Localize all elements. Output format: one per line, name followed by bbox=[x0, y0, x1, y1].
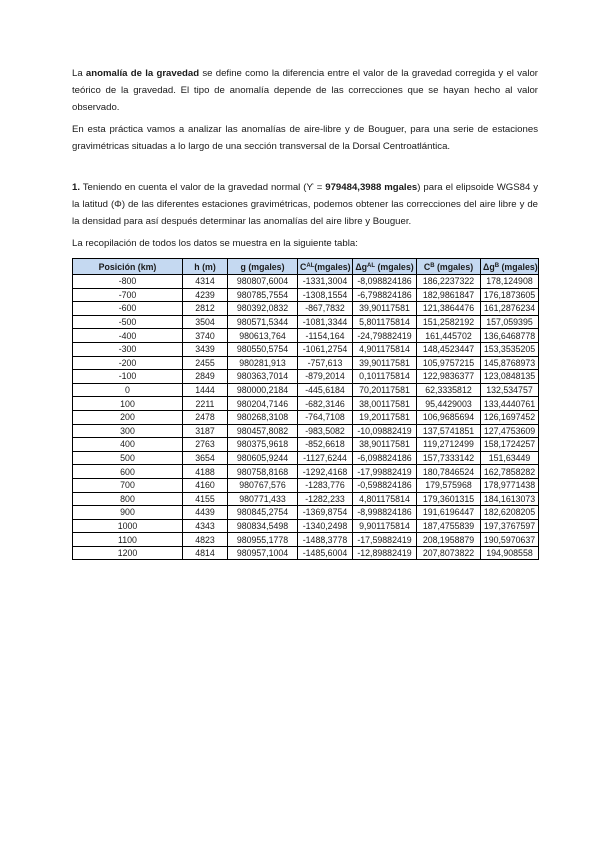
table-cell: 39,90117581 bbox=[353, 302, 417, 316]
table-body bbox=[73, 275, 539, 560]
table-cell: 38,00117581 bbox=[353, 397, 417, 411]
table-cell: 400 bbox=[73, 438, 183, 452]
table-cell: -1061,2754 bbox=[298, 342, 353, 356]
table-cell: 179,3601315 bbox=[417, 492, 481, 506]
table-cell: 182,6208205 bbox=[481, 506, 539, 520]
table-cell: 4,801175814 bbox=[353, 492, 417, 506]
table-cell: 1000 bbox=[73, 519, 183, 533]
table-cell: 122,9836377 bbox=[417, 370, 481, 384]
table-cell: 161,2876234 bbox=[481, 302, 539, 316]
table-cell: -6,098824186 bbox=[353, 451, 417, 465]
table-cell: 197,3767597 bbox=[481, 519, 539, 533]
table-cell: 980392,0832 bbox=[228, 302, 298, 316]
table-row bbox=[73, 506, 539, 520]
table-cell: 4823 bbox=[183, 533, 228, 547]
table-cell: -1283,776 bbox=[298, 478, 353, 492]
table-cell: 176,1873605 bbox=[481, 288, 539, 302]
table-cell: 4343 bbox=[183, 519, 228, 533]
table-cell: 980771,433 bbox=[228, 492, 298, 506]
table-row bbox=[73, 478, 539, 492]
table-cell: 980363,7014 bbox=[228, 370, 298, 384]
table-cell: -1331,3004 bbox=[298, 275, 353, 289]
table-row bbox=[73, 546, 539, 560]
table-cell: 800 bbox=[73, 492, 183, 506]
table-cell: 9,901175814 bbox=[353, 519, 417, 533]
table-cell: -24,79882419 bbox=[353, 329, 417, 343]
table-cell: 4814 bbox=[183, 546, 228, 560]
table-cell: 980845,2754 bbox=[228, 506, 298, 520]
table-cell: 95,4429003 bbox=[417, 397, 481, 411]
table-row bbox=[73, 438, 539, 452]
table-cell: -17,99882419 bbox=[353, 465, 417, 479]
table-cell: -300 bbox=[73, 342, 183, 356]
practice-paragraph: En esta práctica vamos a analizar las anomalías de aire-libre y de Bouguer, para una serie de estaciones gravimétricas situadas a lo largo de una sección transversal de la Dorsal Centroatlántica. bbox=[72, 124, 538, 152]
table-cell: 127,4753609 bbox=[481, 424, 539, 438]
table-cell: 145,8768973 bbox=[481, 356, 539, 370]
table-cell: 980457,8082 bbox=[228, 424, 298, 438]
table-row bbox=[73, 315, 539, 329]
table-cell: 184,1613073 bbox=[481, 492, 539, 506]
table-cell: 980375,9618 bbox=[228, 438, 298, 452]
table-cell: 4,901175814 bbox=[353, 342, 417, 356]
table-cell: -500 bbox=[73, 315, 183, 329]
table-cell: 980000,2184 bbox=[228, 383, 298, 397]
table-row bbox=[73, 533, 539, 547]
table-cell: 4155 bbox=[183, 492, 228, 506]
table-cell: 208,1958879 bbox=[417, 533, 481, 547]
table-cell: 1200 bbox=[73, 546, 183, 560]
table-cell: 980571,5344 bbox=[228, 315, 298, 329]
table-cell: 900 bbox=[73, 506, 183, 520]
table-row bbox=[73, 302, 539, 316]
table-row bbox=[73, 329, 539, 343]
table-cell: 4188 bbox=[183, 465, 228, 479]
table-cell: 4239 bbox=[183, 288, 228, 302]
table-cell: -764,7108 bbox=[298, 410, 353, 424]
table-cell: 3187 bbox=[183, 424, 228, 438]
table-cell: 100 bbox=[73, 397, 183, 411]
table-cell: 4439 bbox=[183, 506, 228, 520]
intro-bold-term: anomalía de la gravedad bbox=[85, 68, 200, 79]
table-cell: 3654 bbox=[183, 451, 228, 465]
table-cell: 157,7333142 bbox=[417, 451, 481, 465]
table-cell: 38,90117581 bbox=[353, 438, 417, 452]
table-cell: 157,059395 bbox=[481, 315, 539, 329]
table-cell: -8,998824186 bbox=[353, 506, 417, 520]
table-row bbox=[73, 275, 539, 289]
table-row bbox=[73, 410, 539, 424]
header-dgb: $\Delta g^B$ (mgales) bbox=[481, 259, 539, 275]
table-cell: -6,798824186 bbox=[353, 288, 417, 302]
table-cell: 980767,576 bbox=[228, 478, 298, 492]
table-cell: 3504 bbox=[183, 315, 228, 329]
table-cell: -100 bbox=[73, 370, 183, 384]
table-row bbox=[73, 383, 539, 397]
question-text-a: Teniendo en cuenta el valor de la gravedad normal (ϒ = bbox=[80, 182, 326, 193]
header-height: h (m) bbox=[183, 259, 228, 275]
table-cell: 980268,3108 bbox=[228, 410, 298, 424]
table-cell: 1100 bbox=[73, 533, 183, 547]
table-cell: -983,5082 bbox=[298, 424, 353, 438]
table-cell: 106,9685694 bbox=[417, 410, 481, 424]
table-cell: 4160 bbox=[183, 478, 228, 492]
table-cell: 132,534757 bbox=[481, 383, 539, 397]
table-cell: 148,4523447 bbox=[417, 342, 481, 356]
table-cell: 62,3335812 bbox=[417, 383, 481, 397]
intro-paragraph bbox=[72, 66, 538, 116]
table-cell: 700 bbox=[73, 478, 183, 492]
table-cell: 0,101175814 bbox=[353, 370, 417, 384]
table-cell: 980758,8168 bbox=[228, 465, 298, 479]
table-cell: 151,63449 bbox=[481, 451, 539, 465]
table-cell: -1340,2498 bbox=[298, 519, 353, 533]
table-cell: 980605,9244 bbox=[228, 451, 298, 465]
header-dgal: $\Delta g^{AL}$ (mgales) bbox=[353, 259, 417, 275]
table-cell: 1444 bbox=[183, 383, 228, 397]
table-cell: 178,124908 bbox=[481, 275, 539, 289]
table-cell: 300 bbox=[73, 424, 183, 438]
table-intro: La recopilación de todos los datos se muestra en la siguiente tabla: bbox=[72, 238, 358, 249]
intro-rest: se define como la diferencia entre el valor de la gravedad corregida y el valor teórico de la gravedad. El tipo de anomalía depende de las correcciones que se hayan hecho al valor observado. bbox=[72, 68, 538, 113]
table-cell: 178,9771438 bbox=[481, 478, 539, 492]
question-number: 1. bbox=[72, 182, 81, 193]
table-row bbox=[73, 451, 539, 465]
table-cell: -12,89882419 bbox=[353, 546, 417, 560]
table-cell: -445,6184 bbox=[298, 383, 353, 397]
table-cell: 2455 bbox=[183, 356, 228, 370]
table-cell: 180,7846524 bbox=[417, 465, 481, 479]
table-cell: 980955,1778 bbox=[228, 533, 298, 547]
table-cell: 980613,764 bbox=[228, 329, 298, 343]
table-cell: -800 bbox=[73, 275, 183, 289]
table-row bbox=[73, 342, 539, 356]
table-cell: -867,7832 bbox=[298, 302, 353, 316]
table-row bbox=[73, 424, 539, 438]
header-cal: $C^{AL}(mgales)$ bbox=[298, 259, 353, 275]
table-cell: 186,2237322 bbox=[417, 275, 481, 289]
gravity-normal-value: 979484,3988 mgales bbox=[325, 182, 418, 193]
table-cell: -8,098824186 bbox=[353, 275, 417, 289]
table-cell: -400 bbox=[73, 329, 183, 343]
table-cell: -1292,4168 bbox=[298, 465, 353, 479]
table-cell: 194,908558 bbox=[481, 546, 539, 560]
table-row bbox=[73, 492, 539, 506]
table-cell: 153,3535205 bbox=[481, 342, 539, 356]
table-cell: 980550,5754 bbox=[228, 342, 298, 356]
table-cell: 162,7858282 bbox=[481, 465, 539, 479]
header-position: Posición (km) bbox=[73, 259, 183, 275]
table-cell: -1485,6004 bbox=[298, 546, 353, 560]
table-cell: 187,4755839 bbox=[417, 519, 481, 533]
table-cell: 2849 bbox=[183, 370, 228, 384]
table-cell: 500 bbox=[73, 451, 183, 465]
table-cell: 600 bbox=[73, 465, 183, 479]
table-cell: -1154,164 bbox=[298, 329, 353, 343]
table-row bbox=[73, 370, 539, 384]
header-cb: $C^B$ (mgales) bbox=[417, 259, 481, 275]
table-cell: -17,59882419 bbox=[353, 533, 417, 547]
table-cell: -852,6618 bbox=[298, 438, 353, 452]
table-cell: -0,598824186 bbox=[353, 478, 417, 492]
table-cell: 207,8073822 bbox=[417, 546, 481, 560]
table-cell: -1282,233 bbox=[298, 492, 353, 506]
table-cell: 4314 bbox=[183, 275, 228, 289]
table-cell: 179,575968 bbox=[417, 478, 481, 492]
table-row bbox=[73, 465, 539, 479]
table-row bbox=[73, 356, 539, 370]
table-cell: 119,2712499 bbox=[417, 438, 481, 452]
table-cell: 0 bbox=[73, 383, 183, 397]
table-cell: -1308,1554 bbox=[298, 288, 353, 302]
table-cell: -200 bbox=[73, 356, 183, 370]
table-cell: 980281,913 bbox=[228, 356, 298, 370]
table-cell: 151,2582192 bbox=[417, 315, 481, 329]
table-cell: 980785,7554 bbox=[228, 288, 298, 302]
table-row bbox=[73, 519, 539, 533]
table-cell: 39,90117581 bbox=[353, 356, 417, 370]
table-cell: 980204,7146 bbox=[228, 397, 298, 411]
table-cell: -1127,6244 bbox=[298, 451, 353, 465]
table-cell: 3740 bbox=[183, 329, 228, 343]
table-cell: 200 bbox=[73, 410, 183, 424]
table-cell: -10,09882419 bbox=[353, 424, 417, 438]
table-cell: 2763 bbox=[183, 438, 228, 452]
table-cell: -1369,8754 bbox=[298, 506, 353, 520]
table-cell: -1081,3344 bbox=[298, 315, 353, 329]
question-paragraph bbox=[72, 180, 538, 230]
table-cell: 980807,6004 bbox=[228, 275, 298, 289]
table-cell: 161,445702 bbox=[417, 329, 481, 343]
table-cell: -700 bbox=[73, 288, 183, 302]
table-cell: 2478 bbox=[183, 410, 228, 424]
table-cell: 137,5741851 bbox=[417, 424, 481, 438]
table-cell: 19,20117581 bbox=[353, 410, 417, 424]
table-cell: 158,1724257 bbox=[481, 438, 539, 452]
table-cell: 2211 bbox=[183, 397, 228, 411]
table-cell: 126,1697452 bbox=[481, 410, 539, 424]
table-cell: -757,613 bbox=[298, 356, 353, 370]
table-cell: 123,0848135 bbox=[481, 370, 539, 384]
table-row bbox=[73, 288, 539, 302]
table-cell: 2812 bbox=[183, 302, 228, 316]
table-row bbox=[73, 397, 539, 411]
table-cell: -879,2014 bbox=[298, 370, 353, 384]
table-cell: -600 bbox=[73, 302, 183, 316]
question-text-b: ) para el elipsoide WGS84 y la latitud (Φ) de las diferentes estaciones gravimétricas, podemos obtener las correcciones del aire libre y de la densidad para así después determinar las anomalías del aire libre y Bouguer. bbox=[72, 182, 539, 227]
table-cell: 105,9757215 bbox=[417, 356, 481, 370]
table-cell: 3439 bbox=[183, 342, 228, 356]
table-cell: 5,801175814 bbox=[353, 315, 417, 329]
table-cell: -682,3146 bbox=[298, 397, 353, 411]
table-cell: 70,20117581 bbox=[353, 383, 417, 397]
table-cell: 980834,5498 bbox=[228, 519, 298, 533]
table-cell: -1488,3778 bbox=[298, 533, 353, 547]
table-cell: 133,4440761 bbox=[481, 397, 539, 411]
table-header-row bbox=[73, 259, 539, 275]
table-cell: 980957,1004 bbox=[228, 546, 298, 560]
table-cell: 182,9861847 bbox=[417, 288, 481, 302]
table-cell: 190,5970637 bbox=[481, 533, 539, 547]
table-cell: 136,6468778 bbox=[481, 329, 539, 343]
table-cell: 191,6196447 bbox=[417, 506, 481, 520]
header-gravity: g (mgales) bbox=[228, 259, 298, 275]
data-table bbox=[72, 258, 539, 560]
table-cell: 121,3864476 bbox=[417, 302, 481, 316]
intro-lead: La bbox=[72, 68, 86, 79]
